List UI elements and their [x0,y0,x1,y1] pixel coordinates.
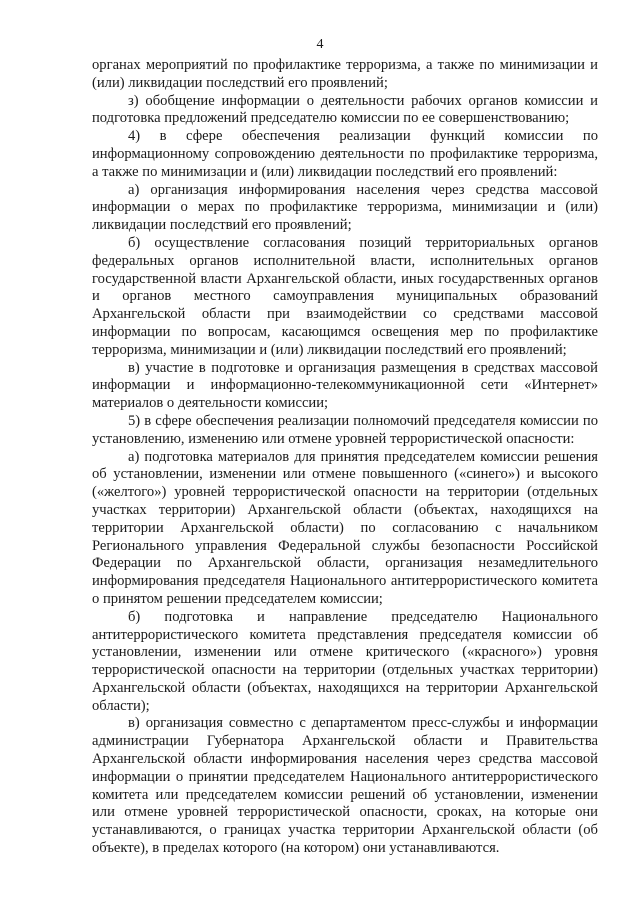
paragraph-item-4: 4) в сфере обеспечения реализации функций комиссии по информационному сопровождению деятельности по профилактике терроризма, а также по минимизации и (или) ликвидации последствий его проявлений: [92,128,598,180]
paragraph-item-4v: в) участие в подготовке и организация размещения в средствах массовой информации и информационно-телекоммуникационной сети «Интернет» материалов о деятельности комиссии; [92,359,598,412]
page-number: 4 [316,37,324,52]
paragraph-continuation: органах мероприятий по профилактике терроризма, а также по минимизации и (или) ликвидации последствий его проявлений; [92,57,598,91]
paragraph-item-5v: в) организация совместно с департаментом пресс-службы и информации администрации Губернатора Архангельской области и Правительства Архангельской области информирования населения через средства массовой информации о принятии председателем Национального антитеррористического комитета или председателем комиссии решений об установлении, изменении или отмене уровней террористической опасности, сроках, на которые они устанавливаются, о границах участка территории Архангельской области (об объекте), в пределах которого (на котором) они устанавливаются. [92,715,598,857]
paragraph-item-5a: а) подготовка материалов для принятия председателем комиссии решения об установлении, изменении или отмене повышенного («синего») и высокого («желтого») уровней террористической опасности на территории (отдельных участках территории) Архангельской области (объектах, находящихся на территории Архангельской области) по согласованию с начальником Регионального управления Федеральной службы безопасности Российской Федерации по Архангельской области, организация незамедлительного информирования председателя Национального антитеррористического комитета о принятом решении председателем комиссии; [92,448,598,607]
paragraph-item-5: 5) в сфере обеспечения реализации полномочий председателя комиссии по установлению, изменению или отмене уровней террористической опасности: [92,412,598,447]
document-body [92,57,598,858]
paragraph-item-5b: б) подготовка и направление председателю Национального антитеррористического комитета представления председателя комиссии об установлении, изменении или отмене критического («красного») уровня террористической опасности на территории (отдельных участках территории) Архангельской области (объектах, находящихся на территории Архангельской области); [92,608,598,714]
paragraph-item-z: з) обобщение информации о деятельности рабочих органов комиссии и подготовка предложений председателю комиссии по ее совершенствованию; [92,92,598,127]
paragraph-item-4b: б) осуществление согласования позиций территориальных органов федеральных органов исполнительной власти, исполнительных органов государственной власти Архангельской области, иных государственных органов и органов местного самоуправления муниципальных образований Архангельской области при взаимодействии со средствами массовой информации по вопросам, касающимся освещения мер по профилактике терроризма, минимизации и (или) ликвидации последствий его проявлений; [92,234,598,358]
paragraph-item-4a: а) организация информирования населения через средства массовой информации о мерах по профилактике терроризма, минимизации и (или) ликвидации последствий его проявлений; [92,181,598,234]
